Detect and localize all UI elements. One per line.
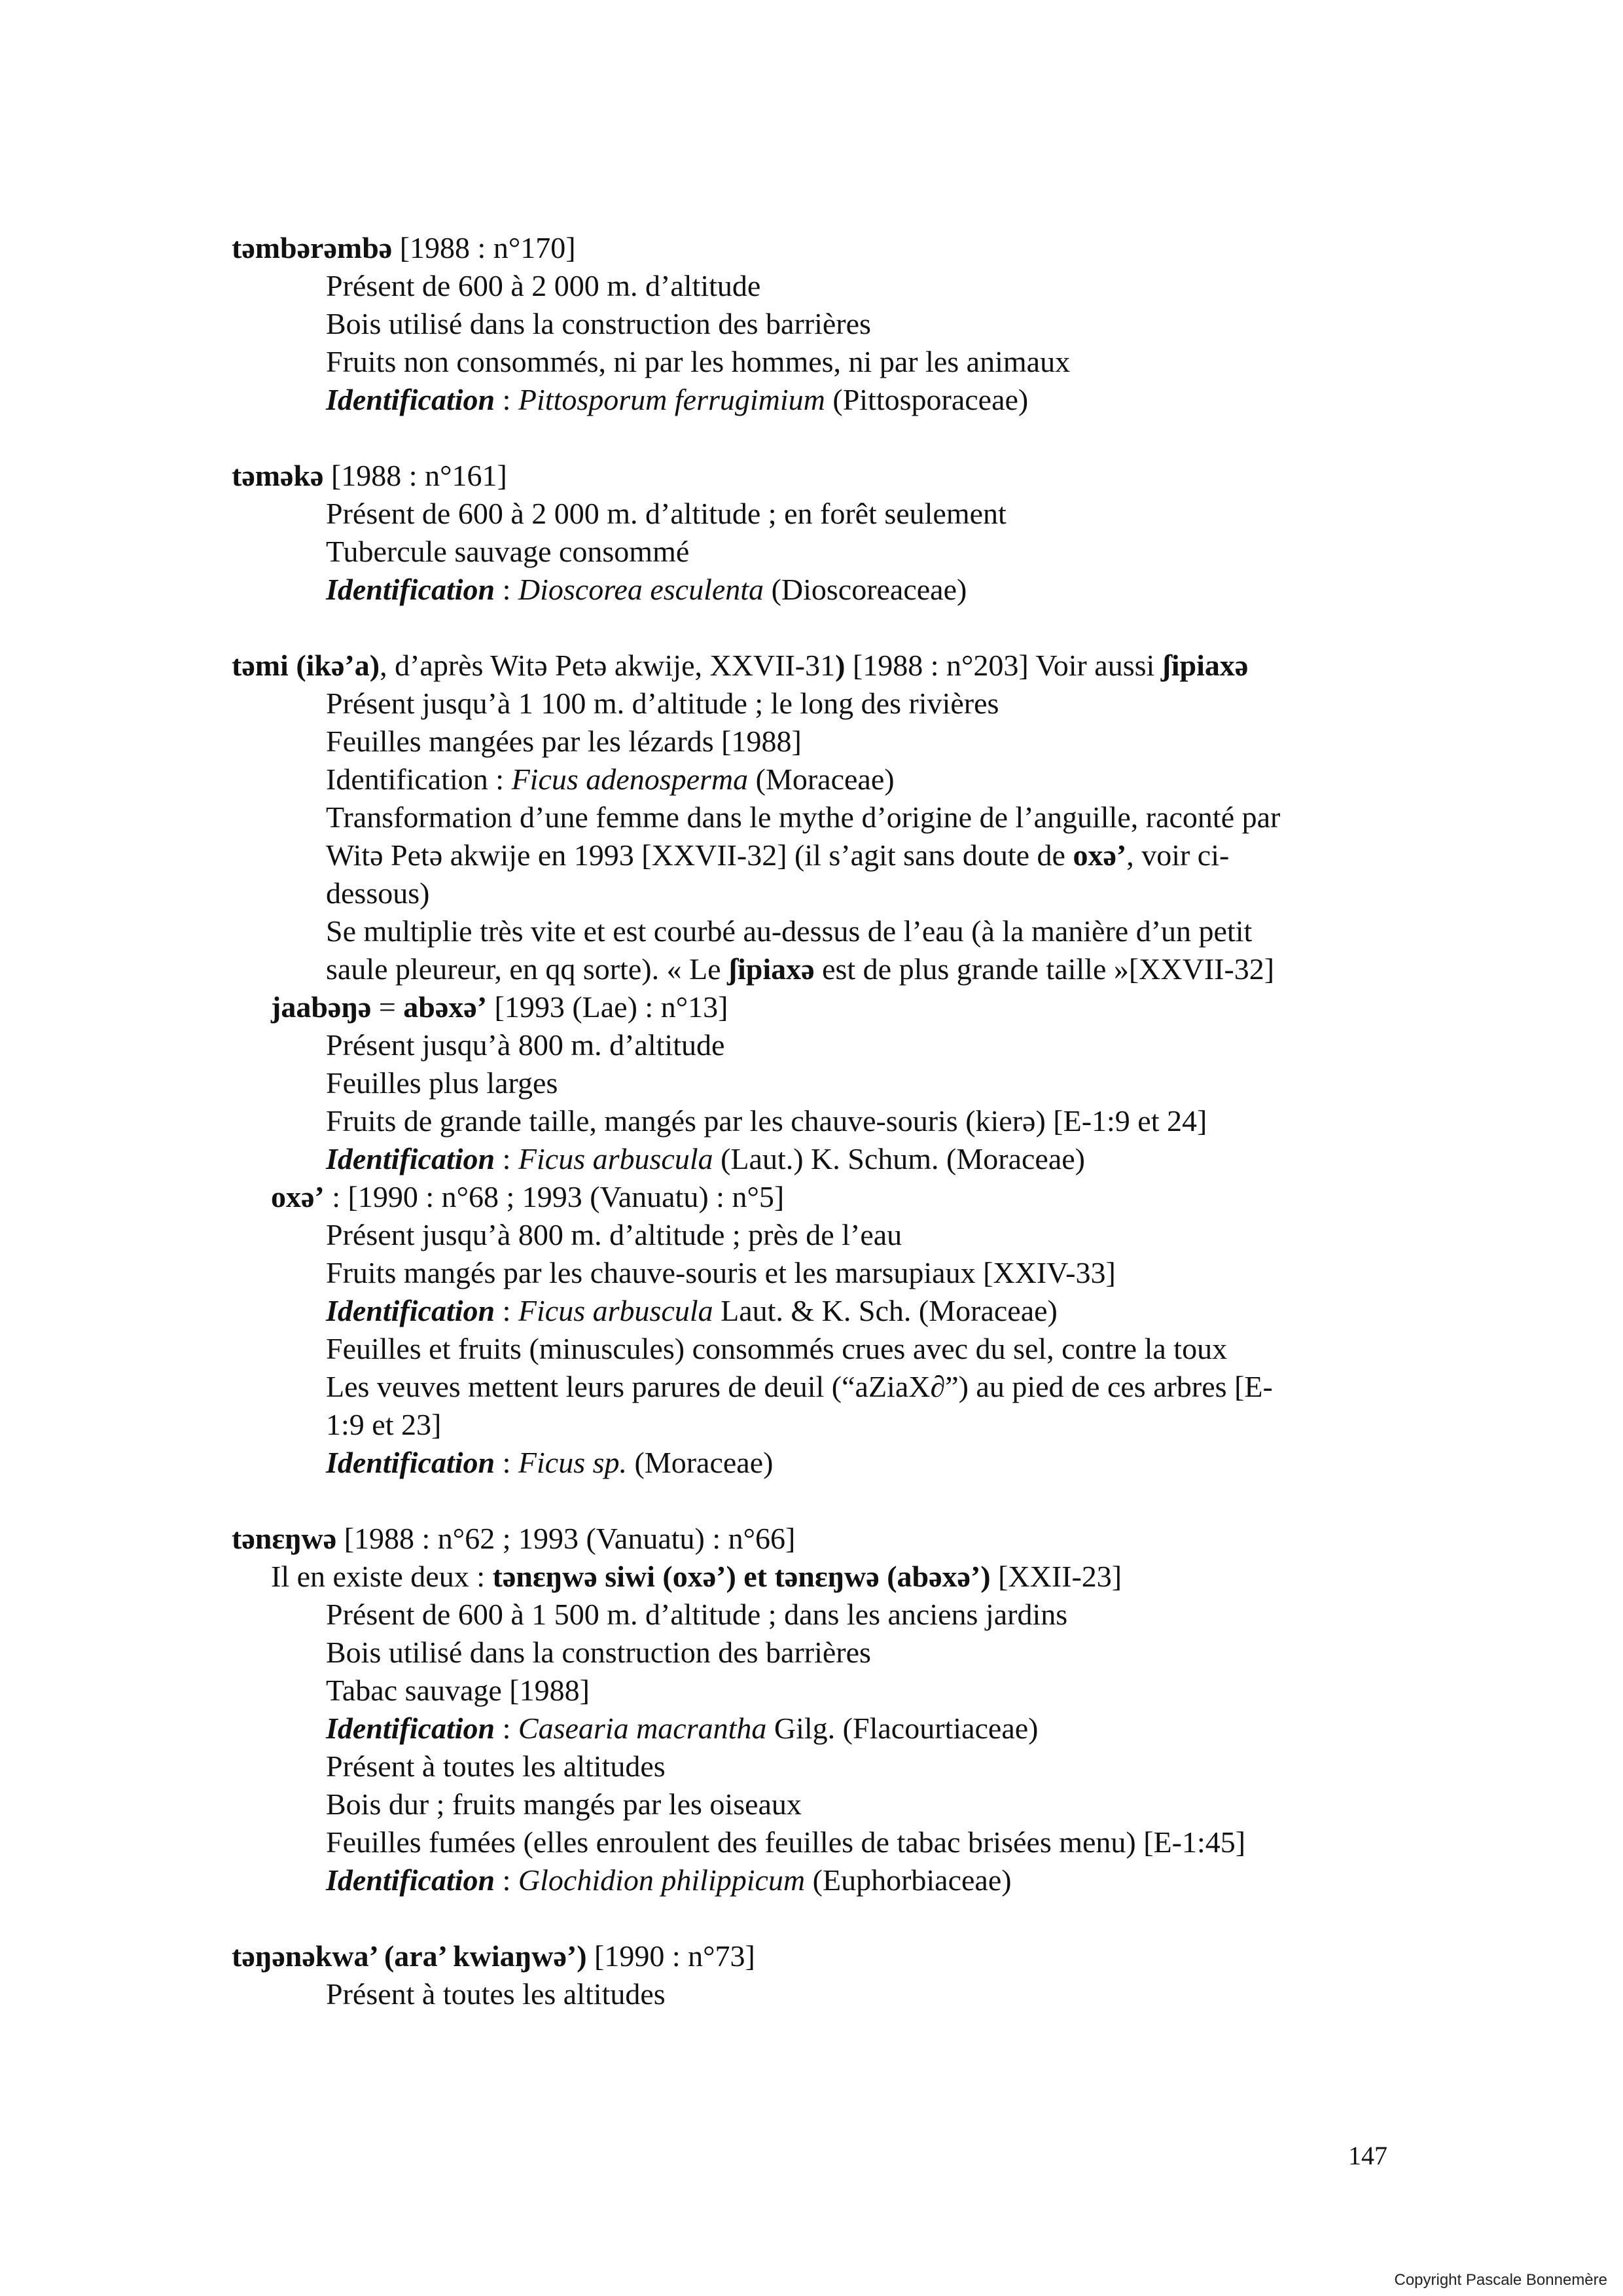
entry-taneqwa [232,1520,1410,1899]
entry-line: Fruits mangés par les chauve-souris et les marsupiaux [XXIV-33] [326,1256,1116,1289]
entry-tambaramba [232,229,1410,419]
separator: : [495,1712,518,1745]
entry-line: Feuilles et fruits (minuscules) consommés crues avec du sel, contre la toux [326,1332,1228,1365]
species-name: Ficus arbuscula [518,1294,713,1327]
separator: : [495,1294,518,1327]
separator: : [495,383,518,416]
entry-line: Feuilles fumées (elles enroulent des feuilles de tabac brisées menu) [E-1:45] [326,1825,1246,1859]
headword: tənɛŋwə [232,1522,337,1555]
reference: [1988 : n°161] [323,459,507,492]
variant-terms: tənɛŋwə siwi (oxə’) et tənɛŋwə (abəxə’) [492,1560,991,1593]
identification-line [326,1140,1410,1178]
identification-line [326,761,1410,798]
separator: : [495,573,518,606]
identification-label: Identification [326,1446,495,1479]
identification-label: Identification : [326,762,512,796]
identification-line [326,1444,1410,1482]
species-name: Pittosporum ferrugimium [518,383,825,416]
text-run: est de plus grande taille »[XXVII-32] [814,952,1275,986]
separator: : [495,1863,518,1897]
separator: : [495,1142,518,1175]
headword: abəxə’ [403,990,488,1024]
term: oxə’ [1073,838,1127,872]
family-name: (Pittosporaceae) [825,383,1029,416]
identification-line [326,1292,1410,1330]
entry-line: Bois dur ; fruits mangés par les oiseaux [326,1787,802,1821]
entry-line: Présent de 600 à 1 500 m. d’altitude ; dans les anciens jardins [326,1598,1068,1631]
entry-line: dessous) [326,876,430,910]
entry-line: Les veuves mettent leurs parures de deuil (“aZiaX∂”) au pied de ces arbres [E- [326,1370,1273,1403]
entry-line: Bois utilisé dans la construction des barrières [326,1636,871,1669]
entry-line: Fruits non consommés, ni par les hommes, ni par les animaux [326,345,1071,378]
identification-line [326,381,1410,419]
entry-headline [232,647,1410,685]
closing-paren: ) [835,649,846,682]
identification-label: Identification [326,1712,495,1745]
see-also-term: ʃipiaxə [1162,649,1249,682]
entry-line: Se multiplie très vite et est courbé au-dessus de l’eau (à la manière d’un petit [326,914,1253,948]
headword: təmbərəmbə [232,231,393,264]
reference: [1990 : n°73] [586,1939,755,1973]
species-name: Ficus adenosperma [511,762,749,796]
entry-line: Feuilles plus larges [326,1066,558,1100]
entry-line: Présent jusqu’à 800 m. d’altitude [326,1028,725,1062]
species-name: Casearia macrantha [518,1712,767,1745]
identification-label: Identification [326,1863,495,1897]
identification-line [326,1861,1410,1899]
text-run: [XXII-23] [990,1560,1122,1593]
entry-line: Présent à toutes les altitudes [326,1977,666,2011]
family-name: Gilg. (Flacourtiaceae) [766,1712,1039,1745]
species-name: Dioscorea esculenta [518,573,764,606]
family-name: Laut. & K. Sch. (Moraceae) [713,1294,1058,1327]
entry-tamaka [232,457,1410,609]
source-note: , d’après Witə Petə akwije, XXVII-31 [380,649,836,682]
entry-headline [232,1520,1410,1558]
entry-headline [232,457,1410,495]
copyright-notice: Copyright Pascale Bonnemère [1394,2271,1607,2289]
family-name: (Laut.) K. Schum. (Moraceae) [713,1142,1085,1175]
separator: : [495,1446,518,1479]
text-run: Il en existe deux : [271,1560,493,1593]
entry-line: Bois utilisé dans la construction des barrières [326,307,871,340]
species-name: Glochidion philippicum [518,1863,806,1897]
entry-headline [232,1937,1410,1975]
equals: = [371,990,404,1024]
reference: : [1990 : n°68 ; 1993 (Vanuatu) : n°5] [324,1180,785,1213]
entry-line: Présent jusqu’à 1 100 m. d’altitude ; le long des rivières [326,687,999,720]
entry-line: Présent jusqu’à 800 m. d’altitude ; près de l’eau [326,1218,902,1251]
entry-line: 1:9 et 23] [326,1408,442,1441]
entry-line: Tabac sauvage [1988] [326,1674,590,1707]
family-name: (Moraceae) [748,762,895,796]
family-name: (Dioscoreaceae) [764,573,967,606]
entry-line: Présent de 600 à 2 000 m. d’altitude ; en forêt seulement [326,497,1007,530]
species-name: Ficus arbuscula [518,1142,713,1175]
text-run: saule pleureur, en qq sorte). « Le [326,952,729,986]
identification-label: Identification [326,1142,495,1175]
text-run: Witə Petə akwije en 1993 [XXVII-32] (il s’agit sans doute de [326,838,1073,872]
identification-line [326,1710,1410,1748]
identification-label: Identification [326,1294,495,1327]
reference: [1988 : n°62 ; 1993 (Vanuatu) : n°66] [336,1522,796,1555]
entry-line: Transformation d’une femme dans le mythe d’origine de l’anguille, raconté par [326,800,1281,834]
reference: [1993 (Lae) : n°13] [487,990,728,1024]
headword: təŋənəkwa’ (ara’ kwiaŋwə’) [232,1939,587,1973]
headword: təmi (ikə’a) [232,649,380,682]
identification-line [326,571,1410,609]
text-run: , voir ci- [1126,838,1230,872]
entry-line: Fruits de grande taille, mangés par les chauve-souris (kierə) [E-1:9 et 24] [326,1104,1207,1138]
subentry-headline [271,1178,1410,1216]
entry-tami [232,647,1410,1482]
entry-line: Tubercule sauvage consommé [326,535,690,568]
reference: [1988 : n°170] [392,231,576,264]
headword: təməkə [232,459,324,492]
entry-line: Feuilles mangées par les lézards [1988] [326,725,802,758]
identification-label: Identification [326,383,495,416]
entry-tanonakwa [232,1937,1410,2013]
family-name: (Moraceae) [627,1446,774,1479]
species-name: Ficus sp. [518,1446,628,1479]
subentry-headline [271,988,1410,1026]
entry-line [326,836,1410,874]
entry-line: Présent à toutes les altitudes [326,1749,666,1783]
reference: [1988 : n°203] Voir aussi [845,649,1162,682]
entry-headline [232,229,1410,267]
page-number: 147 [1348,2141,1387,2170]
term: ʃipiaxə [728,952,815,986]
glossary-content [232,229,1410,2051]
headword: oxə’ [271,1180,325,1213]
entry-line [326,950,1410,988]
entry-line: Présent de 600 à 2 000 m. d’altitude [326,269,761,302]
family-name: (Euphorbiaceae) [805,1863,1012,1897]
identification-label: Identification [326,573,495,606]
variants-intro [271,1558,1410,1596]
headword: jaabəŋə [271,990,372,1024]
